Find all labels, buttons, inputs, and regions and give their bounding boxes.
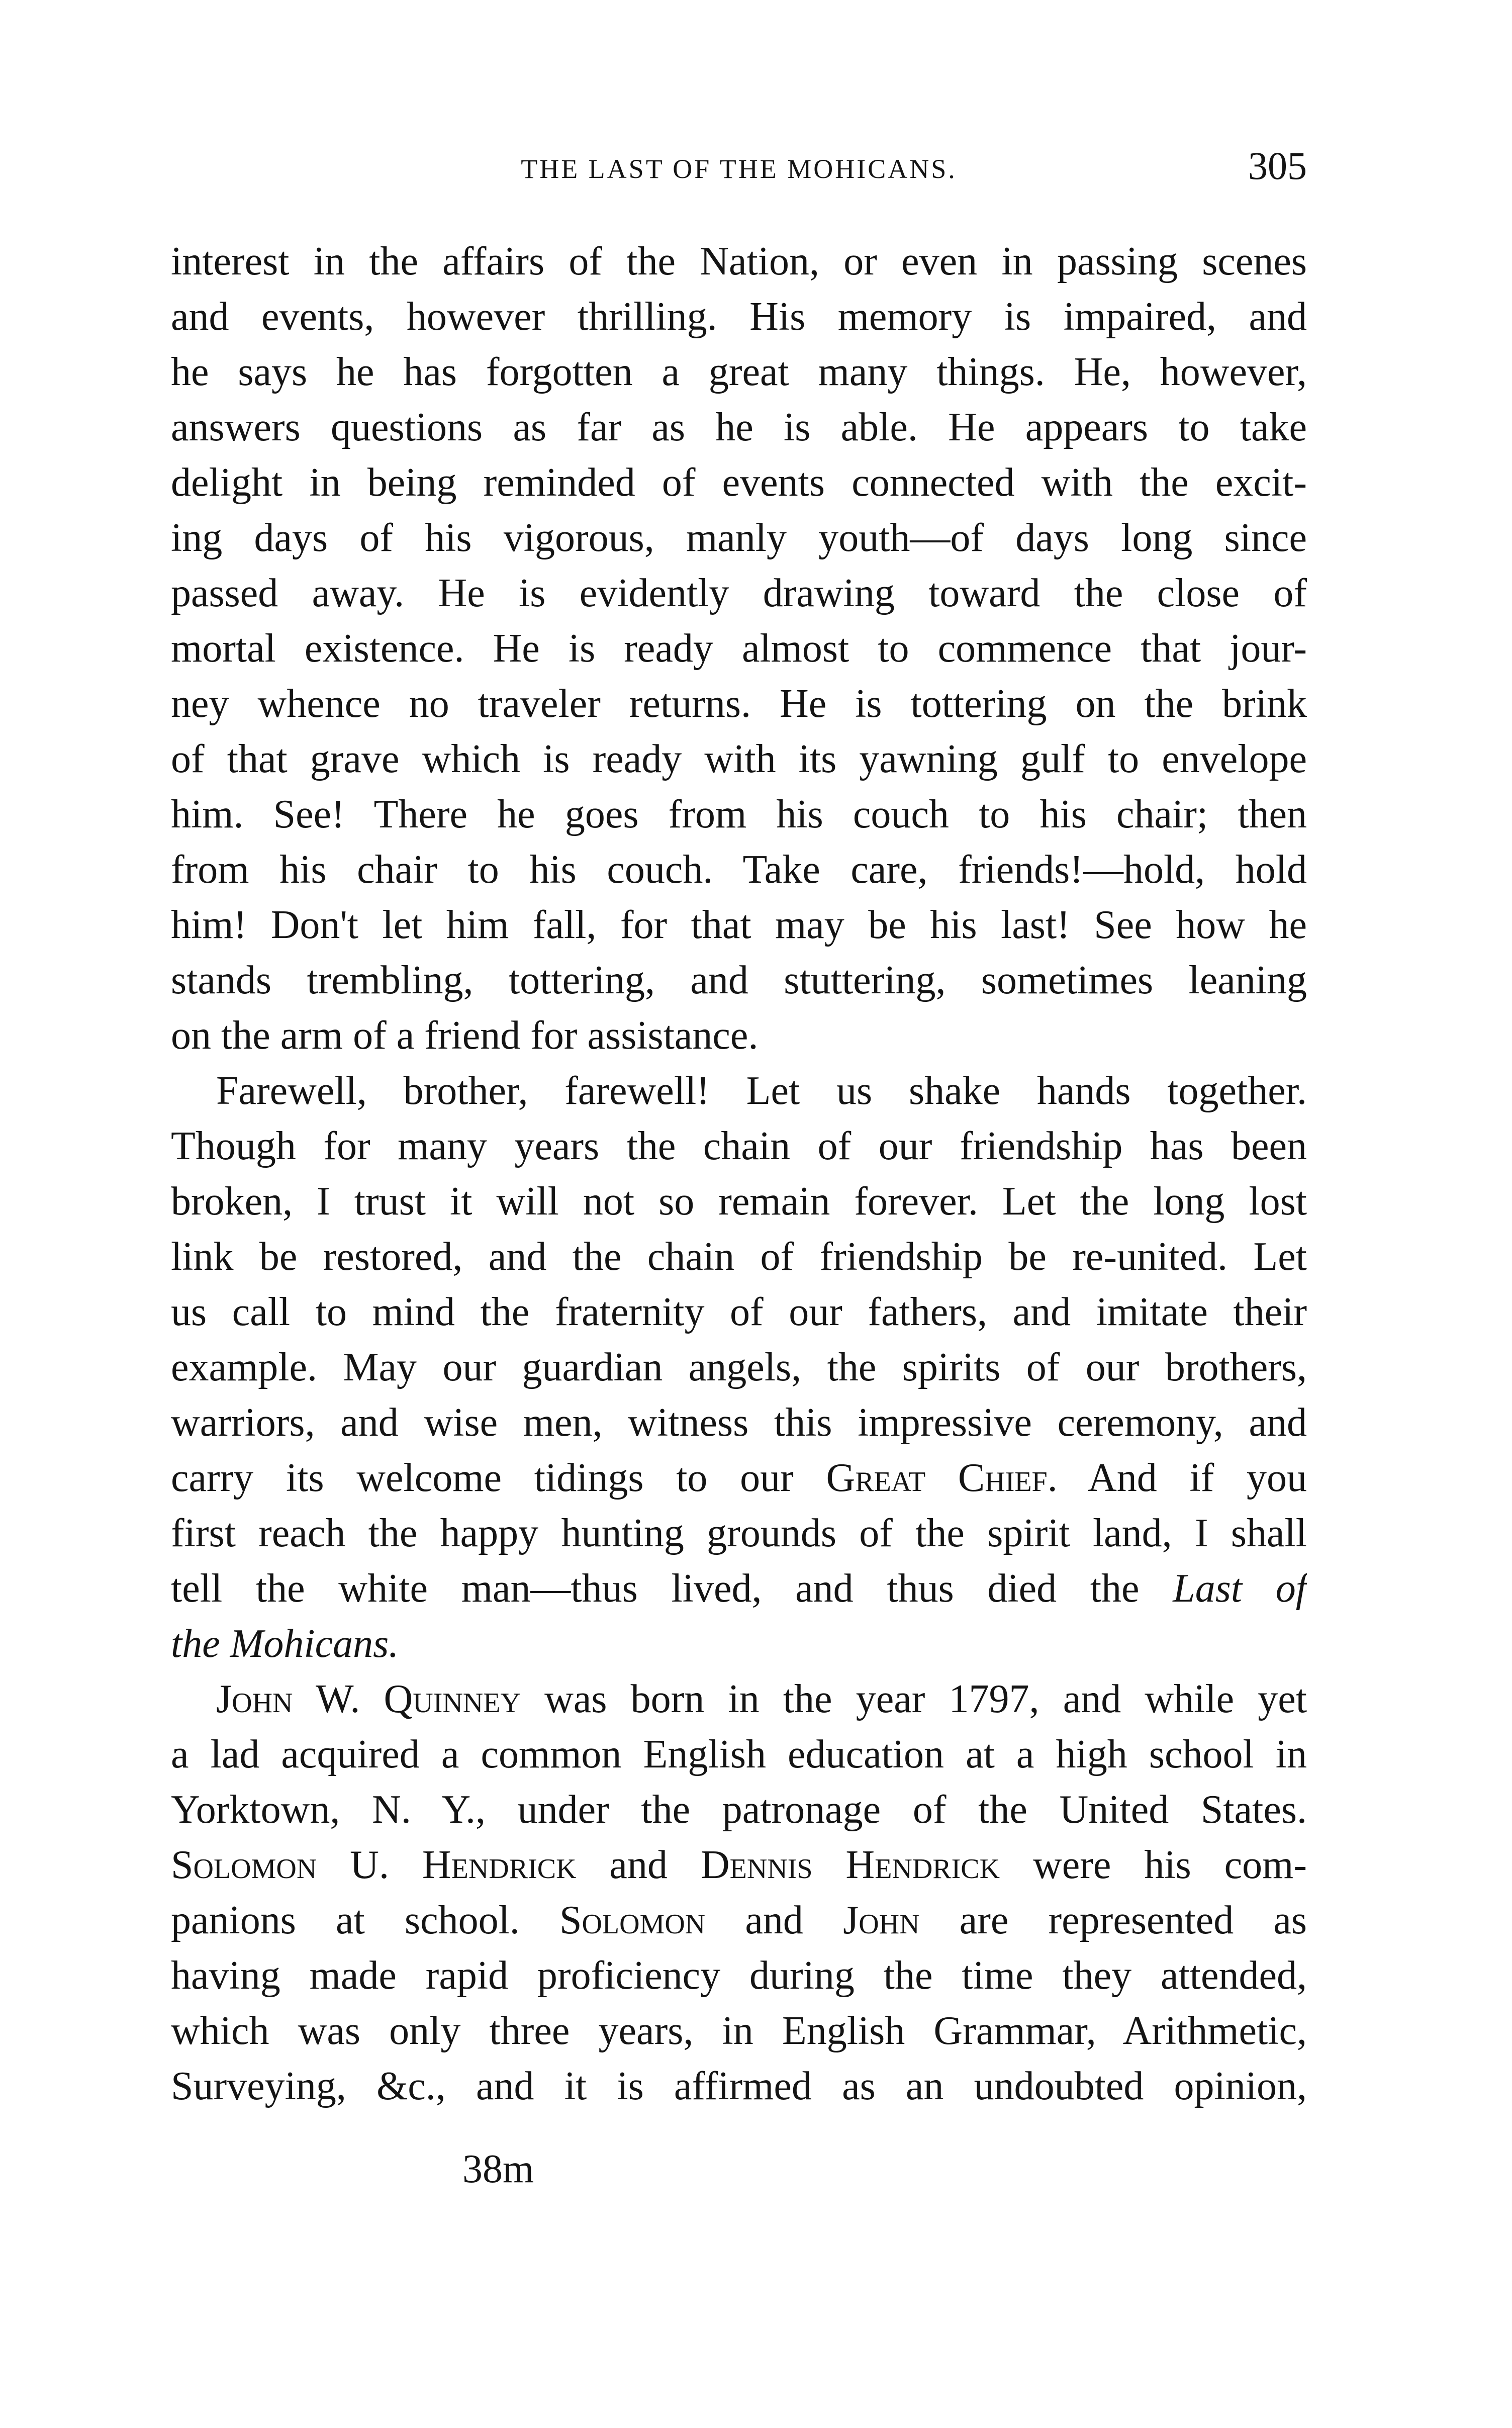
text-fragment: and: [705, 1898, 843, 1942]
text-line: Though for many years the chain of our friendship has been: [171, 1124, 1307, 1168]
text-line: broken, I trust it will not so remain forever. Let the long lost: [171, 1179, 1307, 1224]
small-caps-name: John: [843, 1898, 920, 1942]
text-line: us call to mind the fraternity of our fathers, and imitate their: [171, 1290, 1307, 1334]
text-line: he says he has forgotten a great many things. He, however,: [171, 350, 1307, 394]
text-fragment: tell the white man—thus lived, and thus died the: [171, 1566, 1173, 1611]
text-fragment: panions at school.: [171, 1898, 559, 1942]
text-line: and events, however thrilling. His memory is impaired, and: [171, 295, 1307, 339]
text-line: a lad acquired a common English education at a high school in: [171, 1732, 1307, 1777]
text-line: the Mohicans.: [171, 1622, 399, 1666]
text-line: passed away. He is evidently drawing toward the close of: [171, 571, 1307, 615]
text-line: which was only three years, in English Grammar, Arithmetic,: [171, 2009, 1307, 2053]
text-line: him! Don't let him fall, for that may be his last! See how he: [171, 903, 1307, 947]
text-line: first reach the happy hunting grounds of the spirit land, I shall: [171, 1511, 1307, 1555]
text-line: from his chair to his couch. Take care, friends!—hold, hold: [171, 848, 1307, 892]
small-caps-name: Dennis Hendrick: [700, 1843, 1000, 1887]
signature-mark: 38m: [462, 2147, 534, 2191]
small-caps-name: Solomon: [559, 1898, 706, 1942]
text-line: ing days of his vigorous, manly youth—of days long since: [171, 516, 1307, 560]
text-line: link be restored, and the chain of friendship be re-united. Let: [171, 1235, 1307, 1279]
text-line: [171, 1561, 1307, 1616]
text-line: ney whence no traveler returns. He is tottering on the brink: [171, 682, 1307, 726]
text-line: on the arm of a friend for assistance.: [171, 1013, 759, 1058]
text-fragment: are represented as: [919, 1898, 1307, 1942]
text-line: him. See! There he goes from his couch to his chair; then: [171, 792, 1307, 836]
page-number: 305: [1248, 144, 1307, 188]
text-line: stands trembling, tottering, and stuttering, sometimes leaning: [171, 958, 1307, 1002]
small-caps-name: Solomon U. Hendrick: [171, 1843, 577, 1887]
text-fragment: was born in the year 1797, and while yet: [520, 1677, 1307, 1721]
italic-title: Last of: [1173, 1566, 1307, 1611]
small-caps-name: John W. Quinney: [216, 1677, 521, 1721]
text-line: having made rapid proficiency during the time they attended,: [171, 1953, 1307, 1998]
text-fragment: carry its welcome tidings to our: [171, 1456, 826, 1500]
text-line: of that grave which is ready with its yawning gulf to envelope: [171, 737, 1307, 781]
text-line: Yorktown, N. Y., under the patronage of the United States.: [171, 1788, 1307, 1832]
text-line: Surveying, &c., and it is affirmed as an undoubted opinion,: [171, 2064, 1307, 2108]
text-line: Farewell, brother, farewell! Let us shake hands together.: [216, 1069, 1307, 1113]
text-line: mortal existence. He is ready almost to commence that jour-: [171, 626, 1307, 671]
running-head: THE LAST OF THE MOHICANS.: [521, 154, 957, 184]
text-line: example. May our guardian angels, the spirits of our brothers,: [171, 1345, 1307, 1389]
small-caps-name: Great Chief: [826, 1456, 1048, 1500]
text-line: [171, 1893, 1307, 1948]
text-line: [171, 1450, 1307, 1506]
text-line: [171, 1671, 1307, 1727]
text-line: delight in being reminded of events connected with the excit-: [171, 460, 1307, 505]
text-line: warriors, and wise men, witness this impressive ceremony, and: [171, 1400, 1307, 1445]
text-line: answers questions as far as he is able. He appears to take: [171, 405, 1307, 449]
text-fragment: were his com-: [1000, 1843, 1307, 1887]
text-fragment: . And if you: [1047, 1456, 1307, 1500]
body-text: [171, 234, 1307, 2114]
page-header: [171, 143, 1307, 199]
text-fragment: and: [576, 1843, 701, 1887]
text-line: [171, 1837, 1307, 1893]
text-line: interest in the affairs of the Nation, or even in passing scenes: [171, 239, 1307, 284]
